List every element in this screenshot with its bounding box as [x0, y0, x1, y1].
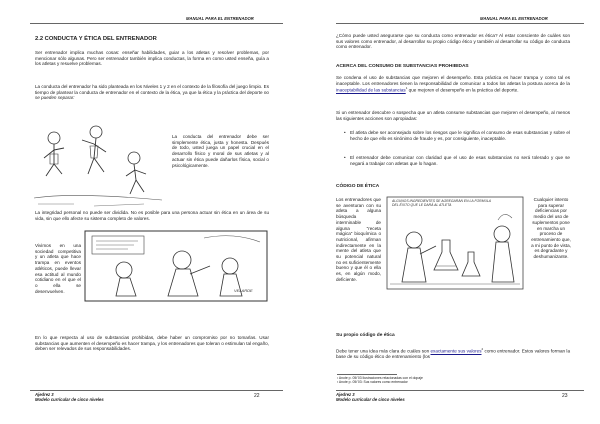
paragraph: Ser entrenador implica muchas cosas: enseñar habilidades, guiar a los atletas y resolver problemas, por mencionar sólo algunas. Pero ser entrenador también implica conductas, la forma en como usted enseña, guía a los atletas y resuelve problemas. [35, 50, 269, 67]
cartoon-cheating-illustration [84, 230, 268, 302]
cartoon-side-text: Vivimos en una sociedad competitiva y un atleta que hace trampa en eventos atléticos, puede llevar esa actitud al mundo cotidiano en el que el o ella se desenvuelven. [35, 243, 81, 294]
paragraph: La conducta del entrenador ha sido planteada en los Niveles 1 y 2 en el contexto de la filosofía del juego limpio. Es tiempo de plantear la conducta de entrenador en el contexto de la ética, ya que la ética y la práctica del deporte no se pueden separar: [35, 84, 269, 101]
paragraph: En lo que respecta al uso de substancias prohibidas, debe haber un compromiso por no tomarlas. Usar substancias que aumenten el desempeño es hacer trampa, y los entrenadores que toleran o estimulan tal engaño, deben ser relevados de sus responsabilidades. [35, 335, 269, 352]
substances-link[interactable]: inaceptabilidad de las substancias [336, 87, 406, 93]
paragraph: Si un entrenador descubre o sospecha que un atleta consume substancias que mejoren el desempeño, al menos las siguientes acciones son apropiadas: [336, 110, 570, 121]
page-footer: Ajedrez 3 Modelo curricular de cinco niveles [35, 392, 104, 403]
subheading: Su propio código de ética [336, 333, 395, 338]
paragraph: ¿Cómo puede usted asegurarse que su conducta como entrenador es ética? Al estar consciente de cuáles son sus valores como entrenador, al desarrollar su propio código ético y también al desarrollar su código de conducta como entrenador. [336, 33, 570, 50]
paragraph: Debe tener una idea más clara de cuáles son exactamente sus valores$^2$ como entrenador. Estos valores forman la base de su código ético de entrenamiento (los [336, 347, 570, 360]
footnotes [337, 376, 571, 385]
page-footer: Ajedrez 3 Modelo curricular de cinco niveles [336, 392, 405, 403]
footer-rule [336, 390, 584, 391]
header-rule [336, 23, 584, 24]
paragraph: Se condena el uso de substancias que mejoren el desempeño. Esta práctica es hacer trampa y como tal es inaceptable. Los entrenadores tienen la responsabilidad de comunicar a todos los atletas la postura acerca de la inaceptabilidad de las substancias$^1$ que mejoren el desempeño en la práctica del deporte. [336, 75, 570, 93]
cartoon-side-text: La conducta del entrenador debe ser simplemente ética, justa y honesta. Después de todo, usted juega un papel crucial en el desarrollo físico y moral de sus atletas y al actuar sin ética puede dañarlos física, social o psicológicamente. [172, 134, 269, 168]
page-header: MANUAL PARA EL ENTRENADOR [186, 16, 254, 21]
section-title: 2.2 CONDUCTA Y ÉTICA DEL ENTRENADOR [35, 36, 157, 42]
footnote-rule [337, 374, 397, 375]
cartoon-signature: VELARDE [234, 288, 253, 293]
footnote: ² Anote p. 05/'03: Sus valores como entrenador [337, 380, 408, 385]
page-number: 22 [254, 393, 260, 399]
page-header: MANUAL PARA EL ENTRENADOR [480, 16, 548, 21]
bullet-item: • El entrenador debe comunicar con claridad que el uso de esas substancias no será tolerado y que se negará a trabajar con atletas que lo hagan. [350, 155, 570, 166]
values-link[interactable]: exactamente sus valores [430, 348, 482, 354]
code-left-text: Los entrenadores que se aventuran con su atleta a alguna búsqueda interminable de alguna "receta mágica" bioquímica o nutricional, afirman indirectamente en la mente del atleta que su potencial natural no es suficientemente bueno y que él o ella es, en algún modo, deficiente. [336, 197, 381, 282]
code-right-text: Cualquier intento para superar deficiencias por medio del uso de suplementos pone en marcha un proceso de entrenamiento que, a mi punto de vista, es degradante y deshumanizante. [531, 197, 571, 260]
bullet-item: • El atleta debe ser aconsejado sobre los riesgos que le significa el consumo de esas substancias y sobre el hecho de que ello es sinónimo de fraude y es, por consiguiente, inaceptable. [350, 130, 570, 141]
subheading: CÓDIGO DE ÉTICA [336, 184, 380, 189]
right-page [300, 0, 600, 424]
cartoon-athletes-illustration [34, 118, 162, 210]
page-number: 23 [562, 393, 568, 399]
paragraph: La integridad personal no puede ser dividida. No es posible para una persona actuar sin ética en un área de su vida, sin que ello afecte su sistema completo de valores. [35, 210, 269, 221]
footnote: ¹ Anote p. 05/'03 Ilustraciones relacionadas con el dopaje [337, 376, 423, 380]
cartoon-lab-illustration [386, 196, 524, 290]
subheading: ACERCA DEL CONSUMO DE SUBSTANCIAS PROHIBIDAS [336, 64, 469, 69]
cartoon-caption: ALGUNOS INGREDIENTES SE AGREGARÁN EN LA FÓRMULA DEL ÉXITO QUE LE DARÁ AL ATLETA [392, 199, 491, 207]
header-rule [30, 23, 283, 24]
footer-rule [30, 390, 283, 391]
